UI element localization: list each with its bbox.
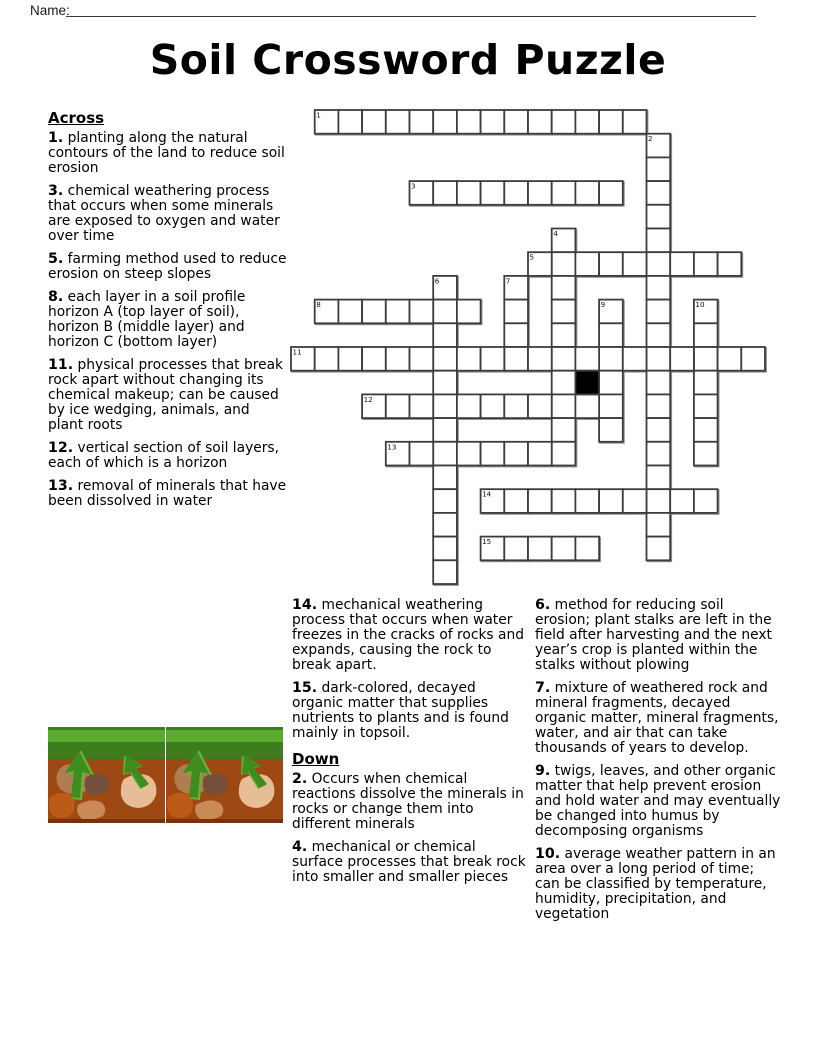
clue-down-2 [292, 772, 526, 832]
grid-cell[interactable] [647, 371, 671, 395]
clue-number: 10. [535, 846, 561, 862]
across-clues-column [48, 111, 288, 517]
clue-down-7 [535, 681, 783, 756]
clue-number: 7. [535, 680, 551, 696]
grid-cell[interactable] [670, 489, 694, 513]
grid-cell[interactable] [386, 394, 410, 418]
grid-cell[interactable] [504, 300, 528, 324]
grid-number-3: 3 [411, 181, 416, 191]
grid-cell[interactable] [410, 394, 434, 418]
clue-across-3 [48, 184, 288, 244]
grid-cell[interactable] [433, 418, 457, 442]
grid-number-6: 6 [434, 276, 440, 286]
grid-cell[interactable] [599, 323, 623, 347]
grid-cell[interactable] [599, 489, 623, 513]
clue-number: 14. [292, 597, 318, 613]
grid-cell[interactable] [552, 181, 576, 205]
grid-cell[interactable] [599, 418, 623, 442]
grid-cell[interactable] [647, 418, 671, 442]
grid-number-12: 12 [363, 394, 373, 404]
grid-cell[interactable] [623, 489, 647, 513]
grid-cell[interactable] [386, 347, 410, 371]
clue-across-13 [48, 479, 288, 509]
grid-cell[interactable] [647, 205, 671, 229]
clue-number: 12. [48, 440, 74, 456]
grid-cell[interactable] [718, 252, 742, 276]
grid-cell[interactable] [433, 537, 457, 561]
grid-cell[interactable] [504, 181, 528, 205]
grid-cell[interactable] [528, 442, 552, 466]
grid-number-1: 1 [316, 110, 321, 120]
grid-cell[interactable] [575, 489, 599, 513]
grid-cell[interactable] [481, 110, 505, 134]
clue-number: 15. [292, 680, 318, 696]
grid-cell[interactable] [481, 394, 505, 418]
grid-cell[interactable] [504, 394, 528, 418]
clue-number: 13. [48, 478, 74, 494]
grid-cell[interactable] [410, 110, 434, 134]
clue-across-14 [292, 598, 526, 673]
grid-cell[interactable] [647, 394, 671, 418]
clue-down-4 [292, 840, 526, 885]
grid-cell[interactable] [433, 371, 457, 395]
grid-cell[interactable] [552, 442, 576, 466]
grid-cell[interactable] [528, 394, 552, 418]
grid-cell[interactable] [433, 560, 457, 584]
grid-cell[interactable] [599, 110, 623, 134]
grid-cell[interactable] [647, 252, 671, 276]
grid-cell[interactable] [694, 323, 718, 347]
down-clues-list [292, 772, 526, 885]
grid-cell[interactable] [741, 347, 765, 371]
clue-text: mixture of weathered rock and mineral fragments, decayed organic matter, mineral fragments, water, and air that can take thousands of years to develop. [535, 680, 779, 756]
grid-cell[interactable] [647, 466, 671, 490]
clue-text: method for reducing soil erosion; plant stalks are left in the field after harvesting and the next year’s crop is planted within the stalks without plowing [535, 597, 772, 673]
clue-number: 4. [292, 839, 308, 855]
grid-cell[interactable] [552, 394, 576, 418]
grid-cell[interactable] [433, 489, 457, 513]
across-clues-list [48, 131, 288, 509]
grid-cell[interactable] [433, 323, 457, 347]
grid-cell[interactable] [552, 323, 576, 347]
clue-down-9 [535, 764, 783, 839]
grid-cell[interactable] [457, 442, 481, 466]
clue-number: 8. [48, 289, 64, 305]
clue-text: physical processes that break rock apart without changing its chemical makeup; can be caused by ice wedging, animals, and plant roots [48, 357, 284, 433]
clue-across-12 [48, 441, 288, 471]
grid-cell[interactable] [433, 394, 457, 418]
grid-cell[interactable] [647, 300, 671, 324]
grid-cell[interactable] [552, 347, 576, 371]
grid-number-5: 5 [529, 252, 535, 262]
bottom-right-clues-column [535, 598, 783, 930]
clue-across-8 [48, 290, 288, 350]
grid-cell[interactable] [504, 323, 528, 347]
grid-cell[interactable] [338, 300, 362, 324]
grid-cell[interactable] [528, 347, 552, 371]
clue-text: mechanical or chemical surface processes that break rock into smaller and smaller pieces [292, 839, 526, 885]
grid-cell[interactable] [362, 300, 386, 324]
grid-cell[interactable] [623, 252, 647, 276]
grid-cell[interactable] [504, 489, 528, 513]
bottom-middle-clues-column [292, 598, 526, 893]
grid-cell[interactable] [647, 513, 671, 537]
clue-text: removal of minerals that have been dissolved in water [48, 478, 287, 509]
grid-cell[interactable] [552, 252, 576, 276]
grid-cell[interactable] [528, 489, 552, 513]
clue-text: mechanical weathering process that occurs when water freezes in the cracks of rocks and expands, causing the rock to break apart. [292, 597, 524, 673]
name-label: Name: [30, 3, 70, 18]
down-header: Down [292, 750, 340, 768]
grid-cell[interactable] [670, 252, 694, 276]
grid-cell[interactable] [647, 276, 671, 300]
grid-cell[interactable] [552, 300, 576, 324]
grid-cell[interactable] [694, 489, 718, 513]
grid-cell[interactable] [457, 347, 481, 371]
grid-cell[interactable] [647, 537, 671, 561]
grid-cell[interactable] [599, 394, 623, 418]
grid-cell[interactable] [575, 181, 599, 205]
clue-text: twigs, leaves, and other organic matter that help prevent erosion and hold water and may eventually be changed into humus by decomposing organisms [535, 763, 781, 839]
grid-cell[interactable] [338, 347, 362, 371]
grid-cell[interactable] [504, 537, 528, 561]
grid-cell[interactable] [433, 442, 457, 466]
clue-number: 2. [292, 771, 308, 787]
grid-cell[interactable] [647, 229, 671, 253]
grid-cell[interactable] [718, 347, 742, 371]
grid-cell[interactable] [457, 181, 481, 205]
grid-cell[interactable] [575, 110, 599, 134]
grid-cell[interactable] [410, 300, 434, 324]
grid-cell[interactable] [410, 347, 434, 371]
grid-number-9: 9 [600, 300, 606, 310]
clue-across-11 [48, 358, 288, 433]
clue-text: vertical section of soil layers, each of which is a horizon [48, 440, 279, 471]
across-header: Across [48, 109, 105, 127]
grid-cell[interactable] [599, 181, 623, 205]
grid-cell[interactable] [694, 418, 718, 442]
grid-cell[interactable] [599, 252, 623, 276]
grid-cell[interactable] [694, 394, 718, 418]
clue-down-6 [535, 598, 783, 673]
clue-text: dark-colored, decayed organic matter that supplies nutrients to plants and is found mainly in topsoil. [292, 680, 509, 741]
grid-cell[interactable] [647, 181, 671, 205]
clue-text: Occurs when chemical reactions dissolve the minerals in rocks or change them into different minerals [292, 771, 524, 832]
grid-cell[interactable] [599, 347, 623, 371]
grid-number-13: 13 [387, 442, 397, 452]
grid-cell[interactable] [433, 181, 457, 205]
grid-cell[interactable] [552, 537, 576, 561]
grid-cell[interactable] [694, 442, 718, 466]
grid-cell[interactable] [528, 537, 552, 561]
clue-text: farming method used to reduce erosion on steep slopes [48, 251, 287, 282]
grid-cell[interactable] [433, 466, 457, 490]
grid-cell[interactable] [694, 252, 718, 276]
grid-cell[interactable] [528, 181, 552, 205]
grid-cell[interactable] [694, 371, 718, 395]
grid-cell[interactable] [481, 442, 505, 466]
grid-cell[interactable] [362, 110, 386, 134]
soil-panel [166, 727, 283, 823]
grid-cell[interactable] [338, 110, 362, 134]
grid-cell[interactable] [623, 347, 647, 371]
grid-cell[interactable] [433, 513, 457, 537]
down-clues-continued-list [535, 598, 783, 922]
page-title: Soil Crossword Puzzle [149, 36, 667, 84]
clue-number: 1. [48, 130, 64, 146]
grid-cell[interactable] [623, 110, 647, 134]
soil-panel [48, 727, 165, 823]
clue-text: average weather pattern in an area over a long period of time; can be classified by temperature, humidity, precipitation, and vegetation [535, 846, 776, 922]
grid-number-8: 8 [316, 300, 321, 310]
grid-cell[interactable] [481, 347, 505, 371]
grid-cell[interactable] [386, 300, 410, 324]
grid-cell[interactable] [433, 110, 457, 134]
grid-number-10: 10 [695, 300, 705, 310]
grid-cell[interactable] [481, 181, 505, 205]
grid-cell[interactable] [694, 347, 718, 371]
clue-text: chemical weathering process that occurs when some minerals are exposed to oxygen and water over time [48, 183, 280, 244]
clue-number: 5. [48, 251, 64, 267]
grid-cell[interactable] [575, 347, 599, 371]
grid-cell[interactable] [647, 347, 671, 371]
grid-cell[interactable] [575, 537, 599, 561]
grid-cell[interactable] [457, 110, 481, 134]
grid-cell[interactable] [504, 347, 528, 371]
grid-number-15: 15 [482, 537, 492, 547]
grid-cell[interactable] [647, 442, 671, 466]
clue-number: 3. [48, 183, 64, 199]
black-cell [575, 371, 599, 395]
grid-cell[interactable] [647, 323, 671, 347]
grid-number-4: 4 [553, 229, 558, 238]
grid-cell[interactable] [410, 442, 434, 466]
grid-cell[interactable] [528, 110, 552, 134]
grid-cell[interactable] [457, 300, 481, 324]
clue-across-15 [292, 681, 526, 741]
clue-down-10 [535, 847, 783, 922]
name-blank-line[interactable] [66, 2, 756, 17]
grid-cell[interactable] [647, 489, 671, 513]
grid-cell[interactable] [362, 347, 386, 371]
clue-number: 11. [48, 357, 74, 373]
clue-number: 6. [535, 597, 551, 613]
grid-cell[interactable] [599, 371, 623, 395]
grid-cell[interactable] [647, 157, 671, 181]
grid-cell[interactable] [552, 489, 576, 513]
clue-across-1 [48, 131, 288, 176]
grid-cell[interactable] [504, 442, 528, 466]
grid-cell[interactable] [386, 110, 410, 134]
grid-number-7: 7 [505, 276, 511, 286]
grid-number-14: 14 [482, 489, 492, 499]
grid-number-11: 11 [292, 347, 302, 357]
grid-number-2: 2 [648, 134, 653, 144]
grid-cell[interactable] [433, 347, 457, 371]
grid-cell[interactable] [457, 394, 481, 418]
clue-text: each layer in a soil profile horizon A (top layer of soil), horizon B (middle layer) and horizon C (bottom layer) [48, 289, 246, 350]
soil-layers-illustration [48, 727, 284, 823]
clue-text: planting along the natural contours of the land to reduce soil erosion [48, 130, 285, 176]
grid-cell[interactable] [552, 276, 576, 300]
crossword-grid [289, 108, 767, 586]
grid-cell[interactable] [433, 300, 457, 324]
grid-cell[interactable] [504, 110, 528, 134]
clue-number: 9. [535, 763, 551, 779]
clue-across-5 [48, 252, 288, 282]
grid-cell[interactable] [315, 347, 339, 371]
grid-cell[interactable] [575, 252, 599, 276]
grid-cell[interactable] [575, 394, 599, 418]
grid-cell[interactable] [552, 418, 576, 442]
grid-cell[interactable] [552, 110, 576, 134]
grid-cell[interactable] [670, 347, 694, 371]
across-clues-continued-list [292, 598, 526, 741]
grid-cell[interactable] [552, 371, 576, 395]
